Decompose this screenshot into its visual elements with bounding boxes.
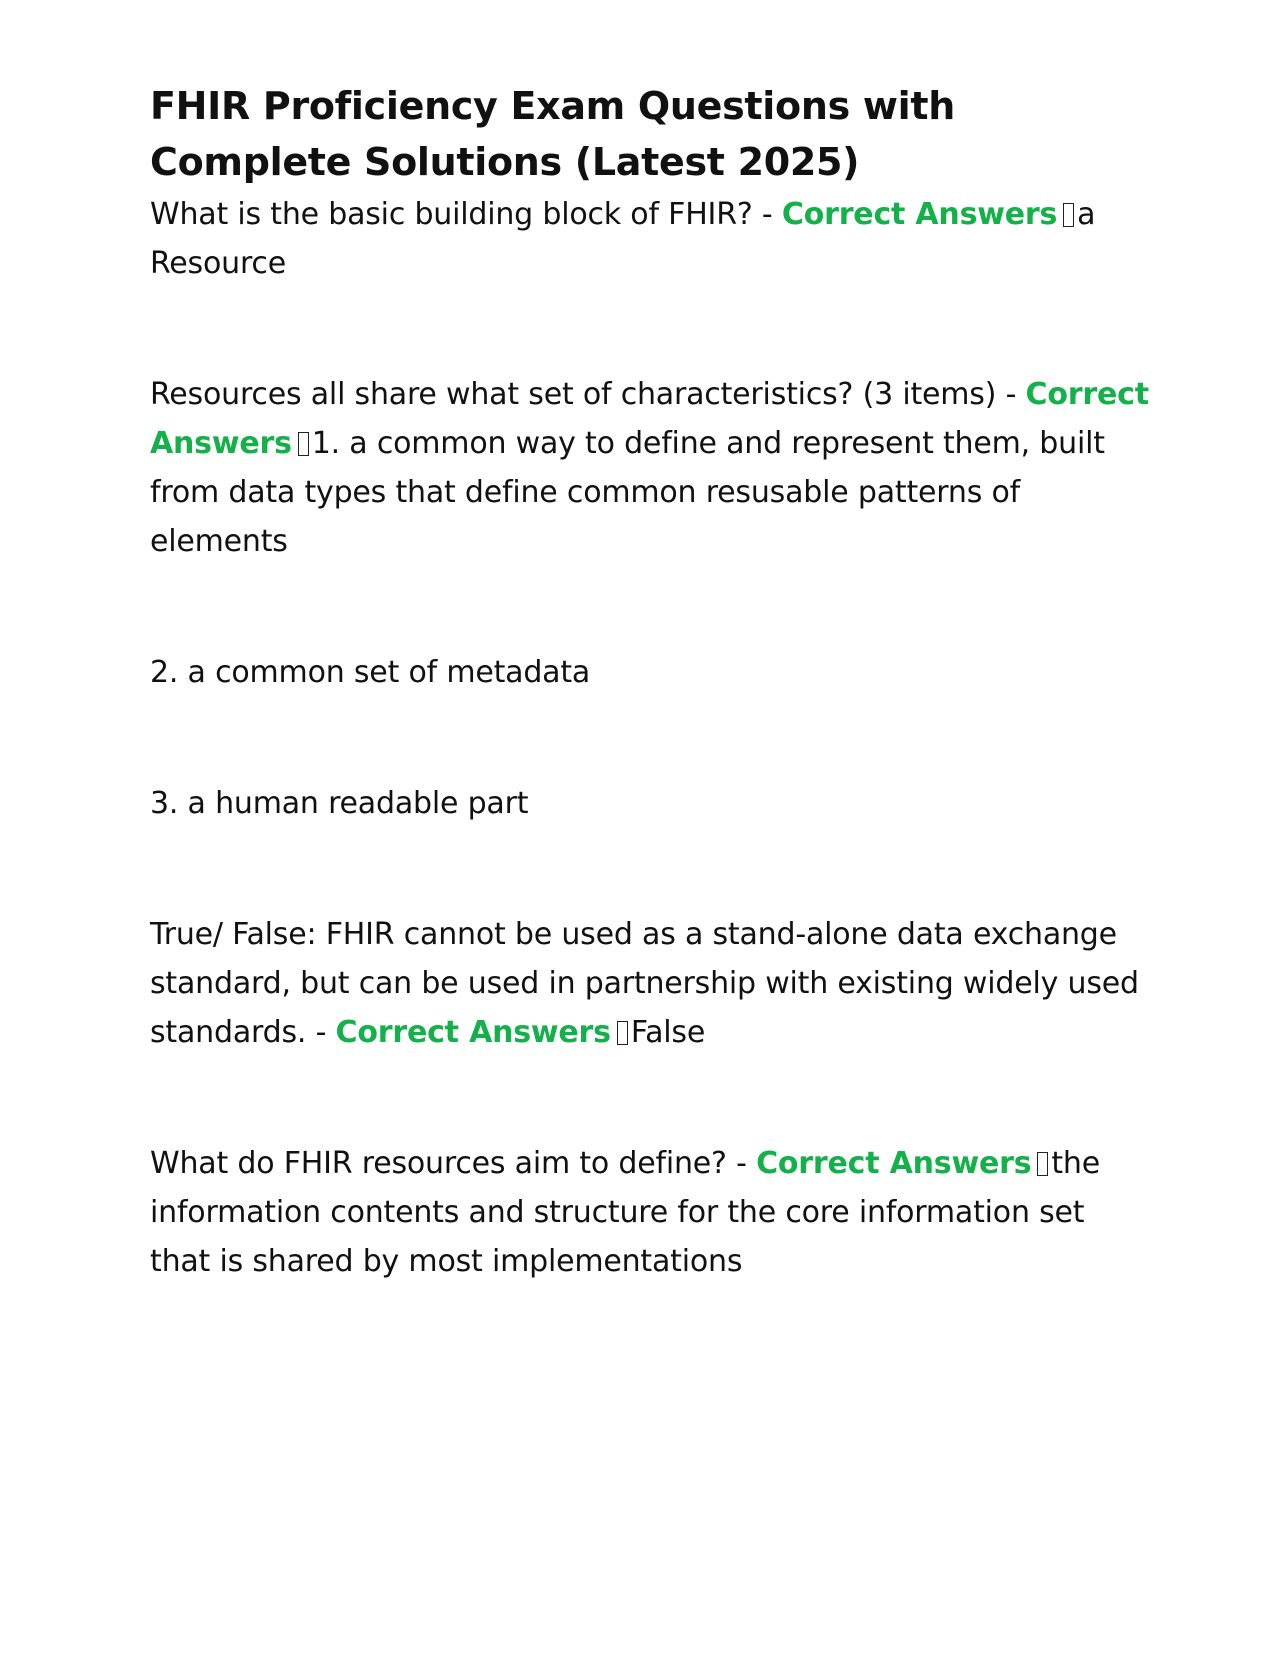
document-page	[150, 78, 1150, 1286]
correct-answers-label: Correct Answers	[756, 1146, 1032, 1181]
qa-item-3	[150, 910, 1150, 1057]
question-text: True/ False: FHIR cannot be used as a stand-alone data exchange standard, but can be used in partnership with existing widely used standards. -	[150, 917, 1139, 1050]
answer-text: 1. a common way to define and represent them, built from data types that define common resusable patterns of elements	[150, 426, 1105, 559]
document-title: FHIR Proficiency Exam Questions with Complete Solutions (Latest 2025)	[150, 84, 955, 184]
question-text: Resources all share what set of characteristics? (3 items) -	[150, 377, 1026, 412]
qa-item-4	[150, 1139, 1150, 1286]
correct-answers-label: Correct Answers	[150, 377, 1149, 461]
paragraph-gap	[150, 828, 1150, 910]
answer-continuation-2: 2. a common set of metadata	[150, 655, 591, 690]
correct-answers-label: Correct Answers	[781, 197, 1058, 232]
answer-text: a Resource	[150, 197, 1096, 281]
paragraph-gap	[150, 1057, 1150, 1139]
answer-text: False	[630, 1015, 706, 1050]
question-text: What is the basic building block of FHIR? -	[150, 197, 782, 232]
correct-answers-label: Correct Answers	[335, 1015, 611, 1050]
answer-continuation-3: 3. a human readable part	[150, 786, 529, 821]
missing-glyph-icon	[1037, 1152, 1048, 1176]
answer-text: the information contents and structure for the core information set that is shared by most implementations	[150, 1146, 1100, 1279]
question-text: What do FHIR resources aim to define? -	[150, 1146, 757, 1181]
missing-glyph-icon	[617, 1021, 628, 1045]
paragraph-gap	[150, 697, 1150, 779]
paragraph-gap	[150, 566, 1150, 648]
missing-glyph-icon	[1063, 203, 1074, 227]
missing-glyph-icon	[298, 432, 309, 456]
qa-item-1	[150, 190, 1150, 288]
paragraph-gap	[150, 288, 1150, 370]
qa-item-2	[150, 370, 1150, 566]
